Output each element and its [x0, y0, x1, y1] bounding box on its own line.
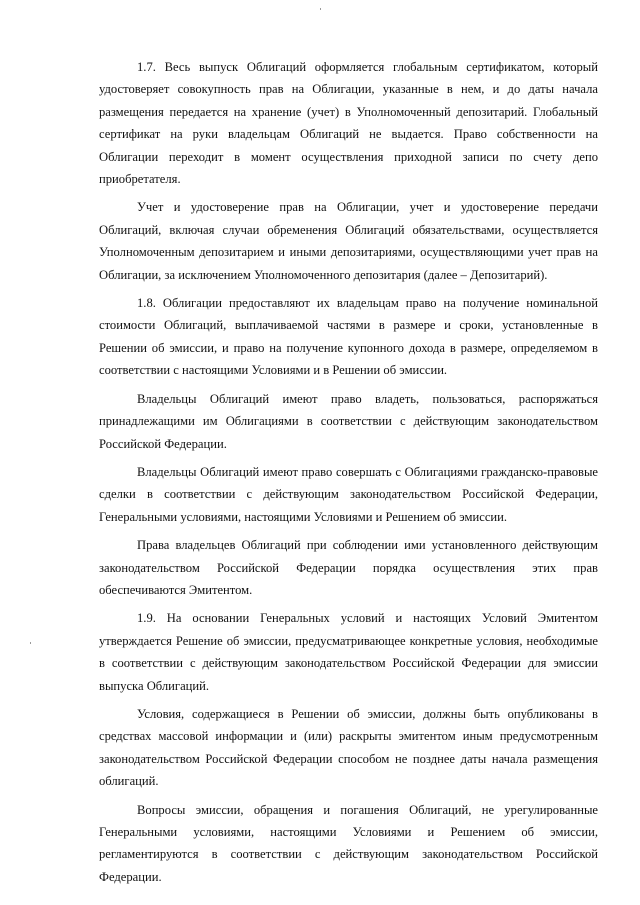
- paragraph-1-8-owner-rights: 1.8. Облигации предоставляют их владельцам право на получение номинальной стоимости Облигаций, выплачиваемой частями в размере и сроки, установленные в Решении об эмиссии, и право на получение купонного дохода в размере, определяемом в соответствии с настоящими Условиями и в Решении об эмиссии.: [99, 296, 598, 378]
- paragraph-rights-accounting: Учет и удостоверение прав на Облигации, учет и удостоверение передачи Облигаций, включая случаи обременения Облигаций обязательствами, осуществляется Уполномоченным депозитарием и иными депозитариями, осуществляющими учет прав на Облигации, за исключением Уполномоченного депозитария (далее – Депозитарий).: [99, 200, 598, 282]
- scan-speck: [30, 642, 31, 644]
- document-page: [99, 56, 598, 894]
- paragraph-ownership: Владельцы Облигаций имеют право владеть, пользоваться, распоряжаться принадлежащими им Облигациями в соответствии с действующим законодательством Российской Федерации.: [99, 391, 598, 451]
- paragraph-regulation: Вопросы эмиссии, обращения и погашения Облигаций, не урегулированные Генеральными условиями, настоящими Условиями и Решением об эмиссии, регламентируются в соответствии с действующим законодательством Российской Федерации.: [99, 802, 598, 884]
- scan-speck: [320, 8, 321, 10]
- paragraph-1-7-global-certificate: 1.7. Весь выпуск Облигаций оформляется глобальным сертификатом, который удостоверяет совокупность прав на Облигации, указанные в нем, и до даты начала размещения передается на хранение (учет) в Уполномоченный депозитарий. Глобальный сертификат на руки владельцам Облигаций не выдается. Право собственности на Облигации переходит в момент осуществления приходной записи по счету депо приобретателя.: [99, 60, 598, 187]
- paragraph-publication: Условия, содержащиеся в Решении об эмиссии, должны быть опубликованы в средствах массовой информации и (или) раскрыты эмитентом иным предусмотренным законодательством Российской Федерации способом не позднее даты начала размещения облигаций.: [99, 706, 598, 789]
- paragraph-1-9-issue-decision: 1.9. На основании Генеральных условий и настоящих Условий Эмитентом утверждается Решение об эмиссии, предусматривающее конкретные условия, необходимые в соответствии с действующим законодательством Российской Федерации для эмиссии выпуска Облигаций.: [99, 611, 598, 693]
- paragraph-transactions: Владельцы Облигаций имеют право совершать с Облигациями гражданско-правовые сделки в соответствии с действующим законодательством Российской Федерации, Генеральными условиями, настоящими Условиями и Решением об эмиссии.: [99, 464, 598, 524]
- paragraph-issuer-guarantee: Права владельцев Облигаций при соблюдении ими установленного действующим законодательством Российской Федерации порядка осуществления этих прав обеспечиваются Эмитентом.: [99, 538, 598, 597]
